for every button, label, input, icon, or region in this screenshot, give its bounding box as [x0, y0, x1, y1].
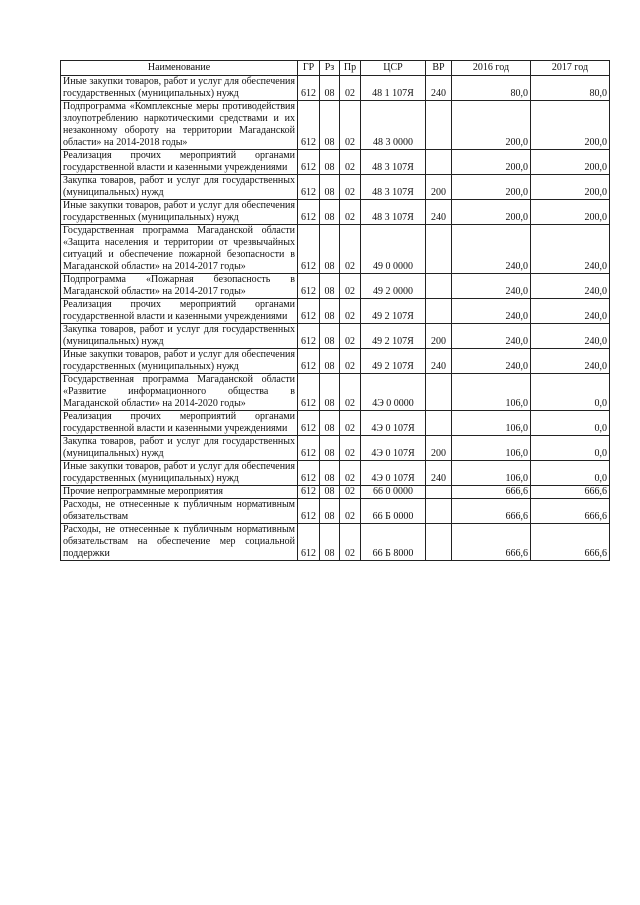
table-row: [61, 225, 610, 274]
cell-gr: 612: [298, 150, 320, 175]
cell-pr: 02: [340, 499, 361, 524]
cell-2017: 240,0: [531, 299, 610, 324]
cell-gr: 612: [298, 324, 320, 349]
cell-2017: 666,6: [531, 499, 610, 524]
cell-2016: 106,0: [452, 436, 531, 461]
cell-rz: 08: [320, 411, 340, 436]
table-body: [61, 76, 610, 561]
cell-2016: 240,0: [452, 274, 531, 299]
cell-pr: 02: [340, 524, 361, 561]
cell-name: Реализация прочих мероприятий органами государственной власти и казенными учреждениями: [61, 299, 298, 324]
cell-2016: 200,0: [452, 200, 531, 225]
table-row: [61, 524, 610, 561]
cell-gr: 612: [298, 225, 320, 274]
cell-csr: 48 1 107Я: [361, 76, 426, 101]
col-header-2016: 2016 год: [452, 61, 531, 76]
cell-2016: 200,0: [452, 101, 531, 150]
cell-gr: 612: [298, 76, 320, 101]
table-row: [61, 175, 610, 200]
cell-2016: 106,0: [452, 411, 531, 436]
cell-2017: 240,0: [531, 225, 610, 274]
cell-pr: 02: [340, 411, 361, 436]
cell-rz: 08: [320, 274, 340, 299]
cell-name: Иные закупки товаров, работ и услуг для обеспечения государственных (муниципальных) нужд: [61, 76, 298, 101]
cell-pr: 02: [340, 200, 361, 225]
cell-2016: 200,0: [452, 175, 531, 200]
cell-rz: 08: [320, 299, 340, 324]
cell-2016: 200,0: [452, 150, 531, 175]
cell-rz: 08: [320, 200, 340, 225]
cell-pr: 02: [340, 225, 361, 274]
cell-csr: 66 Б 0000: [361, 499, 426, 524]
col-header-pr: Пр: [340, 61, 361, 76]
table-row: [61, 324, 610, 349]
cell-gr: 612: [298, 299, 320, 324]
cell-pr: 02: [340, 299, 361, 324]
cell-gr: 612: [298, 274, 320, 299]
cell-2017: 0,0: [531, 374, 610, 411]
cell-pr: 02: [340, 349, 361, 374]
cell-pr: 02: [340, 101, 361, 150]
cell-gr: 612: [298, 175, 320, 200]
cell-pr: 02: [340, 274, 361, 299]
cell-name: Закупка товаров, работ и услуг для государственных (муниципальных) нужд: [61, 436, 298, 461]
cell-rz: 08: [320, 150, 340, 175]
cell-csr: 66 Б 8000: [361, 524, 426, 561]
cell-vr: [426, 411, 452, 436]
cell-name: Государственная программа Магаданской области «Развитие информационного общества в Магаданской области» на 2014-2020 годы»: [61, 374, 298, 411]
cell-csr: 49 2 107Я: [361, 299, 426, 324]
cell-2017: 240,0: [531, 274, 610, 299]
cell-csr: 4Э 0 107Я: [361, 411, 426, 436]
cell-name: Подпрограмма «Комплексные меры противодействия злоупотреблению наркотическими средствами и их незаконному обороту на территории Магаданской области» на 2014-2018 годы»: [61, 101, 298, 150]
cell-gr: 612: [298, 374, 320, 411]
cell-rz: 08: [320, 225, 340, 274]
cell-name: Иные закупки товаров, работ и услуг для обеспечения государственных (муниципальных) нужд: [61, 461, 298, 486]
cell-csr: 49 2 107Я: [361, 349, 426, 374]
cell-rz: 08: [320, 76, 340, 101]
cell-vr: [426, 150, 452, 175]
cell-name: Иные закупки товаров, работ и услуг для обеспечения государственных (муниципальных) нужд: [61, 349, 298, 374]
cell-vr: [426, 374, 452, 411]
table-row: [61, 101, 610, 150]
cell-2016: 666,6: [452, 524, 531, 561]
cell-2016: 240,0: [452, 225, 531, 274]
cell-2017: 666,6: [531, 486, 610, 499]
cell-rz: 08: [320, 175, 340, 200]
cell-vr: 240: [426, 200, 452, 225]
cell-pr: 02: [340, 175, 361, 200]
cell-vr: [426, 524, 452, 561]
cell-2017: 80,0: [531, 76, 610, 101]
cell-vr: 200: [426, 175, 452, 200]
col-header-csr: ЦСР: [361, 61, 426, 76]
cell-gr: 612: [298, 461, 320, 486]
cell-2017: 0,0: [531, 461, 610, 486]
cell-rz: 08: [320, 101, 340, 150]
cell-2017: 200,0: [531, 101, 610, 150]
cell-pr: 02: [340, 150, 361, 175]
cell-gr: 612: [298, 200, 320, 225]
cell-csr: 48 3 0000: [361, 101, 426, 150]
cell-csr: 48 3 107Я: [361, 175, 426, 200]
cell-csr: 49 2 0000: [361, 274, 426, 299]
cell-2017: 0,0: [531, 436, 610, 461]
col-header-vr: ВР: [426, 61, 452, 76]
cell-rz: 08: [320, 524, 340, 561]
cell-pr: 02: [340, 374, 361, 411]
cell-gr: 612: [298, 486, 320, 499]
header-row: [61, 61, 610, 76]
cell-2017: 240,0: [531, 349, 610, 374]
table-row: [61, 150, 610, 175]
cell-vr: [426, 499, 452, 524]
cell-gr: 612: [298, 436, 320, 461]
cell-csr: 48 3 107Я: [361, 200, 426, 225]
cell-2017: 200,0: [531, 200, 610, 225]
table-row: [61, 274, 610, 299]
cell-vr: [426, 299, 452, 324]
cell-gr: 612: [298, 524, 320, 561]
table-row: [61, 486, 610, 499]
cell-pr: 02: [340, 486, 361, 499]
cell-name: Государственная программа Магаданской области «Защита населения и территории от чрезвычайных ситуаций и обеспечение пожарной безопасности в Магаданской области» на 2014-2017 годы»: [61, 225, 298, 274]
cell-csr: 4Э 0 0000: [361, 374, 426, 411]
cell-name: Расходы, не отнесенные к публичным нормативным обязательствам на обеспечение мер социальной поддержки: [61, 524, 298, 561]
cell-rz: 08: [320, 349, 340, 374]
cell-name: Прочие непрограммные мероприятия: [61, 486, 298, 499]
cell-2016: 666,6: [452, 499, 531, 524]
table-row: [61, 76, 610, 101]
cell-csr: 66 0 0000: [361, 486, 426, 499]
cell-2016: 240,0: [452, 299, 531, 324]
cell-vr: 200: [426, 436, 452, 461]
table-row: [61, 461, 610, 486]
cell-vr: 240: [426, 349, 452, 374]
cell-name: Реализация прочих мероприятий органами государственной власти и казенными учреждениями: [61, 411, 298, 436]
cell-vr: [426, 486, 452, 499]
cell-csr: 49 2 107Я: [361, 324, 426, 349]
cell-2016: 240,0: [452, 324, 531, 349]
cell-vr: [426, 101, 452, 150]
cell-rz: 08: [320, 436, 340, 461]
cell-pr: 02: [340, 76, 361, 101]
cell-name: Подпрограмма «Пожарная безопасность в Магаданской области» на 2014-2017 годы»: [61, 274, 298, 299]
cell-gr: 612: [298, 349, 320, 374]
cell-vr: [426, 274, 452, 299]
cell-vr: 200: [426, 324, 452, 349]
cell-vr: [426, 225, 452, 274]
cell-2017: 666,6: [531, 524, 610, 561]
cell-pr: 02: [340, 324, 361, 349]
col-header-rz: Рз: [320, 61, 340, 76]
cell-2016: 666,6: [452, 486, 531, 499]
cell-rz: 08: [320, 461, 340, 486]
cell-pr: 02: [340, 461, 361, 486]
cell-gr: 612: [298, 411, 320, 436]
cell-vr: 240: [426, 76, 452, 101]
cell-rz: 08: [320, 324, 340, 349]
cell-rz: 08: [320, 499, 340, 524]
cell-name: Расходы, не отнесенные к публичным нормативным обязательствам: [61, 499, 298, 524]
cell-2016: 240,0: [452, 349, 531, 374]
cell-gr: 612: [298, 499, 320, 524]
cell-csr: 49 0 0000: [361, 225, 426, 274]
cell-rz: 08: [320, 486, 340, 499]
cell-csr: 48 3 107Я: [361, 150, 426, 175]
table-row: [61, 374, 610, 411]
cell-2016: 106,0: [452, 374, 531, 411]
cell-2016: 106,0: [452, 461, 531, 486]
table-row: [61, 349, 610, 374]
cell-pr: 02: [340, 436, 361, 461]
col-header-name: Наименование: [61, 61, 298, 76]
cell-csr: 4Э 0 107Я: [361, 461, 426, 486]
cell-rz: 08: [320, 374, 340, 411]
cell-2017: 200,0: [531, 175, 610, 200]
col-header-2017: 2017 год: [531, 61, 610, 76]
table-row: [61, 499, 610, 524]
cell-csr: 4Э 0 107Я: [361, 436, 426, 461]
table-row: [61, 299, 610, 324]
cell-vr: 240: [426, 461, 452, 486]
col-header-gr: ГР: [298, 61, 320, 76]
cell-gr: 612: [298, 101, 320, 150]
table-row: [61, 200, 610, 225]
cell-name: Иные закупки товаров, работ и услуг для обеспечения государственных (муниципальных) нужд: [61, 200, 298, 225]
table-row: [61, 436, 610, 461]
cell-2016: 80,0: [452, 76, 531, 101]
cell-2017: 200,0: [531, 150, 610, 175]
cell-name: Закупка товаров, работ и услуг для государственных (муниципальных) нужд: [61, 324, 298, 349]
cell-name: Реализация прочих мероприятий органами государственной власти и казенными учреждениями: [61, 150, 298, 175]
budget-table: [60, 60, 610, 561]
cell-name: Закупка товаров, работ и услуг для государственных (муниципальных) нужд: [61, 175, 298, 200]
cell-2017: 240,0: [531, 324, 610, 349]
table-row: [61, 411, 610, 436]
cell-2017: 0,0: [531, 411, 610, 436]
